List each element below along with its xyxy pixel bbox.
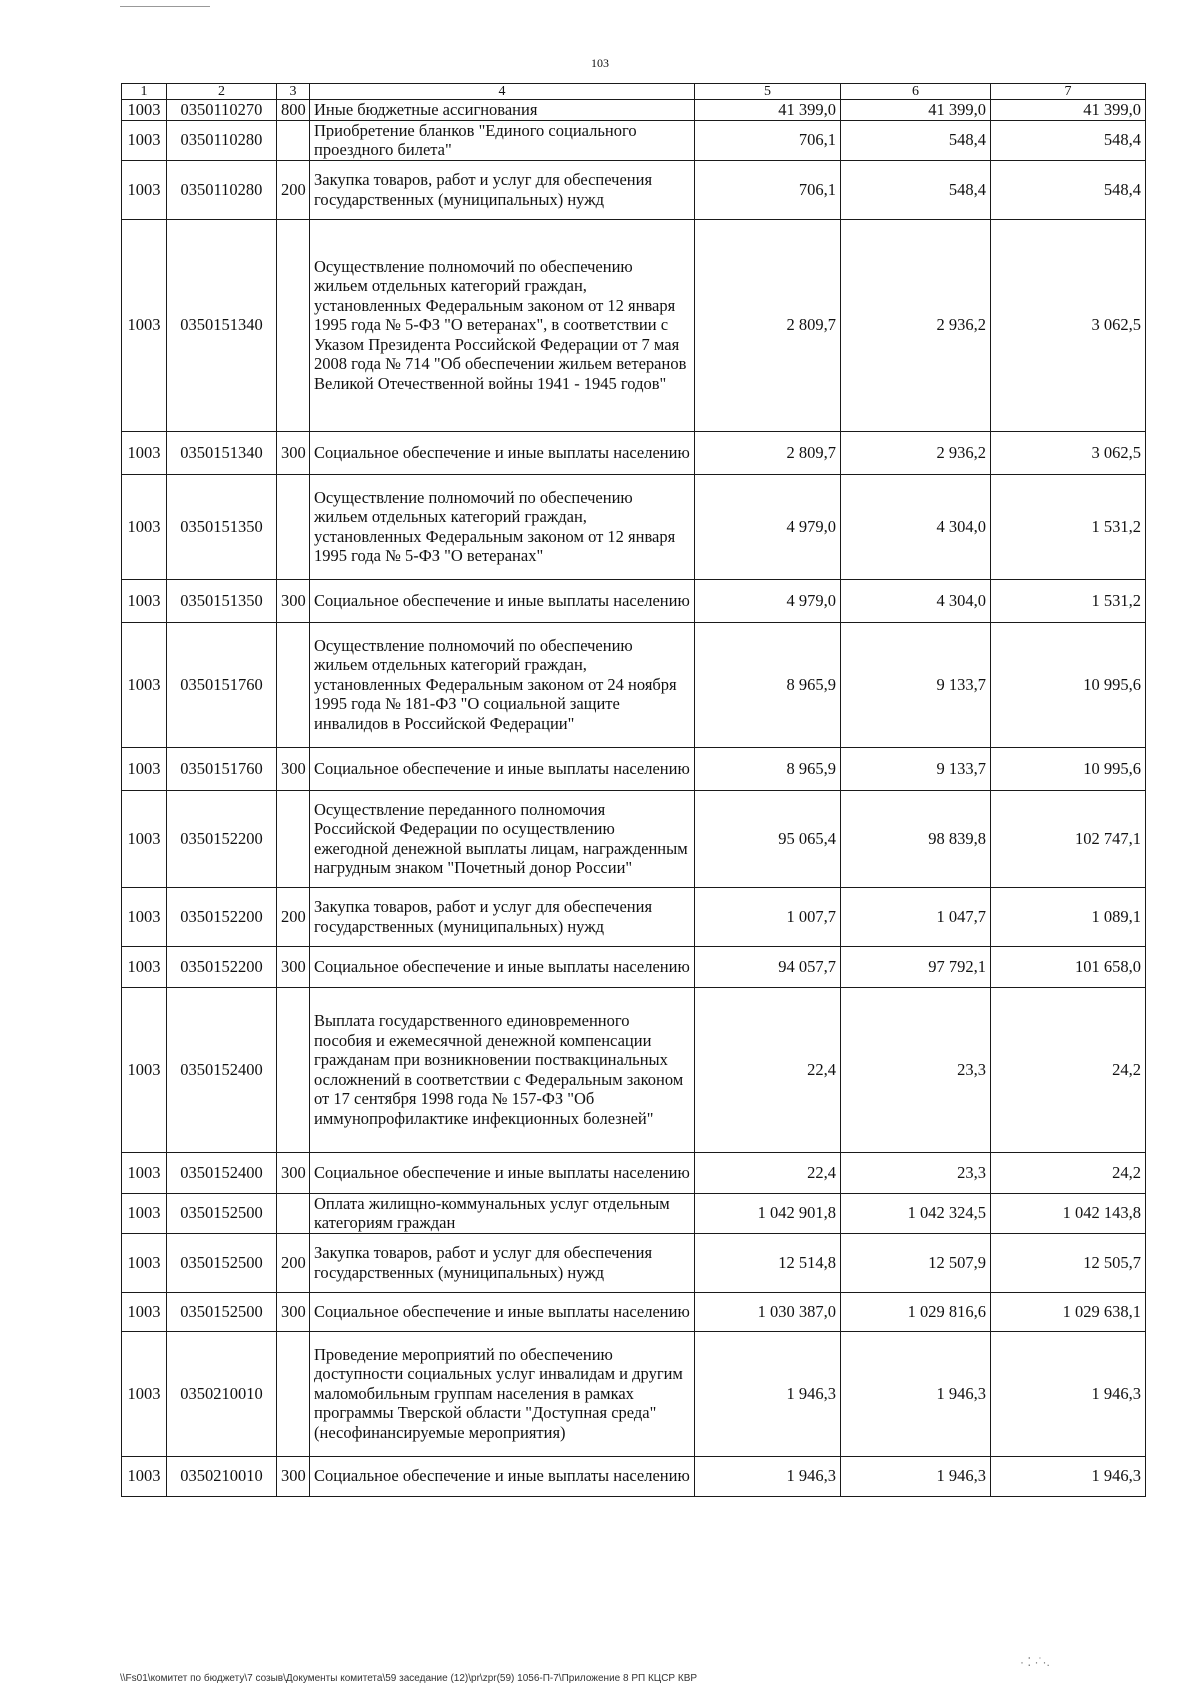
section-code-cell: 1003: [122, 1152, 167, 1193]
description-cell: [310, 1331, 695, 1456]
header-col-6: 6: [841, 84, 991, 100]
amount-year-1-cell: 1 946,3: [695, 1331, 841, 1456]
page-number: 103: [591, 56, 609, 70]
section-code-cell: 1003: [122, 160, 167, 219]
description-cell: [310, 431, 695, 474]
table-row: [122, 790, 1146, 887]
description-cell: [310, 219, 695, 431]
expense-type-cell: 200: [277, 887, 310, 946]
scan-specks: · ⁚ ·˙·.: [1020, 1655, 1050, 1669]
section-code-cell: 1003: [122, 1331, 167, 1456]
table-row: [122, 887, 1146, 946]
amount-year-1-cell: 2 809,7: [695, 431, 841, 474]
description-cell: [310, 946, 695, 987]
expense-type-cell: [277, 1193, 310, 1233]
amount-year-1-cell: 1 946,3: [695, 1456, 841, 1496]
description-text: Закупка товаров, работ и услуг для обеспечения государственных (муниципальных) нужд: [314, 1243, 653, 1282]
amount-year-2-cell: 4 304,0: [841, 579, 991, 622]
amount-year-2-cell: 23,3: [841, 987, 991, 1152]
description-cell: [310, 1193, 695, 1233]
table-row: [122, 120, 1146, 160]
description-text: Проведение мероприятий по обеспечению доступности социальных услуг инвалидам и другим маломобильным группам населения в рамках программы Тверской области "Доступная среда" (несофинансируемые мероприятия): [314, 1344, 683, 1442]
footer-file-path: \\Fs01\комитет по бюджету\7 созыв\Документы комитета\59 заседание (12)\pr\zpr(59) 1056-П-7\Приложение 8 РП КЦСР КВР: [120, 1673, 698, 1684]
target-article-cell: 0350151350: [167, 579, 277, 622]
amount-year-1-cell: 12 514,8: [695, 1233, 841, 1292]
expense-type-cell: [277, 474, 310, 579]
table-row: [122, 1456, 1146, 1496]
header-col-4: 4: [310, 84, 695, 100]
description-text: Иные бюджетные ассигнования: [314, 100, 538, 119]
budget-table: [121, 83, 1146, 1497]
description-text: Выплата государственного единовременного пособия и ежемесячной денежной компенсации гражданам при возникновении поствакцинальных осложнений в соответствии с Федеральным законом от 17 сентября 1998 года № 157-ФЗ "Об иммунопрофилактике инфекционных болезней": [314, 1011, 684, 1128]
expense-type-cell: 300: [277, 431, 310, 474]
expense-type-cell: [277, 622, 310, 747]
expense-type-cell: [277, 120, 310, 160]
description-cell: [310, 1233, 695, 1292]
description-text: Закупка товаров, работ и услуг для обеспечения государственных (муниципальных) нужд: [314, 897, 653, 936]
amount-year-1-cell: 4 979,0: [695, 474, 841, 579]
amount-year-3-cell: 3 062,5: [991, 431, 1146, 474]
table-row: [122, 431, 1146, 474]
target-article-cell: 0350152200: [167, 790, 277, 887]
section-code-cell: 1003: [122, 1292, 167, 1331]
expense-type-cell: 300: [277, 1292, 310, 1331]
table-header-row: [122, 84, 1146, 100]
description-text: Оплата жилищно-коммунальных услуг отдельным категориям граждан: [314, 1193, 670, 1232]
table-row: [122, 1233, 1146, 1292]
description-text: Социальное обеспечение и иные выплаты населению: [314, 442, 690, 462]
target-article-cell: 0350151340: [167, 219, 277, 431]
section-code-cell: 1003: [122, 987, 167, 1152]
description-text: Осуществление полномочий по обеспечению жильем отдельных категорий граждан, установленных Федеральным законом от 12 января 1995 года № 5-ФЗ "О ветеранах": [314, 487, 676, 565]
expense-type-cell: 200: [277, 160, 310, 219]
section-code-cell: 1003: [122, 219, 167, 431]
description-text: Социальное обеспечение и иные выплаты населению: [314, 758, 690, 778]
amount-year-3-cell: 1 946,3: [991, 1331, 1146, 1456]
description-cell: [310, 160, 695, 219]
header-col-7: 7: [991, 84, 1146, 100]
description-cell: [310, 622, 695, 747]
target-article-cell: 0350110280: [167, 120, 277, 160]
section-code-cell: 1003: [122, 1193, 167, 1233]
table-row: [122, 474, 1146, 579]
amount-year-3-cell: 1 042 143,8: [991, 1193, 1146, 1233]
expense-type-cell: 300: [277, 1456, 310, 1496]
amount-year-1-cell: 94 057,7: [695, 946, 841, 987]
amount-year-1-cell: 706,1: [695, 120, 841, 160]
target-article-cell: 0350210010: [167, 1456, 277, 1496]
section-code-cell: 1003: [122, 431, 167, 474]
amount-year-1-cell: 95 065,4: [695, 790, 841, 887]
table-row: [122, 622, 1146, 747]
expense-type-cell: 300: [277, 579, 310, 622]
target-article-cell: 0350110280: [167, 160, 277, 219]
amount-year-3-cell: 548,4: [991, 120, 1146, 160]
table-row: [122, 1292, 1146, 1331]
amount-year-3-cell: 41 399,0: [991, 100, 1146, 121]
target-article-cell: 0350152500: [167, 1193, 277, 1233]
amount-year-3-cell: 24,2: [991, 1152, 1146, 1193]
description-text: Закупка товаров, работ и услуг для обеспечения государственных (муниципальных) нужд: [314, 170, 653, 209]
table-row: [122, 160, 1146, 219]
description-text: Социальное обеспечение и иные выплаты населению: [314, 1466, 690, 1486]
amount-year-2-cell: 1 029 816,6: [841, 1292, 991, 1331]
section-code-cell: 1003: [122, 790, 167, 887]
amount-year-2-cell: 12 507,9: [841, 1233, 991, 1292]
table-row: [122, 1331, 1146, 1456]
header-col-3: 3: [277, 84, 310, 100]
description-cell: [310, 987, 695, 1152]
expense-type-cell: [277, 790, 310, 887]
amount-year-3-cell: 1 531,2: [991, 579, 1146, 622]
amount-year-1-cell: 22,4: [695, 987, 841, 1152]
section-code-cell: 1003: [122, 747, 167, 790]
expense-type-cell: 300: [277, 946, 310, 987]
target-article-cell: 0350151760: [167, 622, 277, 747]
table-row: [122, 1152, 1146, 1193]
table-row: [122, 747, 1146, 790]
target-article-cell: 0350151340: [167, 431, 277, 474]
target-article-cell: 0350152400: [167, 1152, 277, 1193]
amount-year-3-cell: 1 089,1: [991, 887, 1146, 946]
expense-type-cell: [277, 1331, 310, 1456]
expense-type-cell: 200: [277, 1233, 310, 1292]
target-article-cell: 0350151350: [167, 474, 277, 579]
description-text: Социальное обеспечение и иные выплаты населению: [314, 1162, 690, 1182]
amount-year-2-cell: 1 047,7: [841, 887, 991, 946]
amount-year-1-cell: 8 965,9: [695, 622, 841, 747]
description-cell: [310, 120, 695, 160]
amount-year-3-cell: 1 946,3: [991, 1456, 1146, 1496]
amount-year-1-cell: 706,1: [695, 160, 841, 219]
description-cell: [310, 474, 695, 579]
amount-year-2-cell: 2 936,2: [841, 219, 991, 431]
amount-year-1-cell: 1 007,7: [695, 887, 841, 946]
target-article-cell: 0350152400: [167, 987, 277, 1152]
header-col-1: 1: [122, 84, 167, 100]
table-row: [122, 1193, 1146, 1233]
description-text: Осуществление переданного полномочия Российской Федерации по осуществлению ежегодной денежной выплаты лицам, награжденным нагрудным знаком "Почетный донор России": [314, 799, 688, 877]
amount-year-1-cell: 41 399,0: [695, 100, 841, 121]
expense-type-cell: 300: [277, 747, 310, 790]
description-text: Социальное обеспечение и иные выплаты населению: [314, 590, 690, 610]
description-cell: [310, 747, 695, 790]
amount-year-2-cell: 9 133,7: [841, 622, 991, 747]
expense-type-cell: [277, 219, 310, 431]
description-text: Приобретение бланков "Единого социального проездного билета": [314, 120, 637, 159]
amount-year-2-cell: 98 839,8: [841, 790, 991, 887]
amount-year-2-cell: 548,4: [841, 160, 991, 219]
amount-year-3-cell: 10 995,6: [991, 747, 1146, 790]
description-cell: [310, 579, 695, 622]
expense-type-cell: 800: [277, 100, 310, 121]
description-cell: [310, 100, 695, 121]
amount-year-1-cell: 22,4: [695, 1152, 841, 1193]
description-text: Осуществление полномочий по обеспечению жильем отдельных категорий граждан, установленных Федеральным законом от 12 января 1995 года № 5-ФЗ "О ветеранах", в соответствии с Указом Президента Российской Федерации от 7 мая 2008 года № 714 "Об обеспечении жильем ветеранов Великой Отечественной войны 1941 - 1945 годов": [314, 256, 687, 393]
section-code-cell: 1003: [122, 887, 167, 946]
description-cell: [310, 1292, 695, 1331]
table-row: [122, 946, 1146, 987]
section-code-cell: 1003: [122, 120, 167, 160]
section-code-cell: 1003: [122, 474, 167, 579]
header-col-2: 2: [167, 84, 277, 100]
table-row: [122, 100, 1146, 121]
amount-year-3-cell: 1 029 638,1: [991, 1292, 1146, 1331]
target-article-cell: 0350152200: [167, 946, 277, 987]
amount-year-3-cell: 12 505,7: [991, 1233, 1146, 1292]
target-article-cell: 0350210010: [167, 1331, 277, 1456]
amount-year-3-cell: 24,2: [991, 987, 1146, 1152]
amount-year-2-cell: 4 304,0: [841, 474, 991, 579]
target-article-cell: 0350151760: [167, 747, 277, 790]
section-code-cell: 1003: [122, 946, 167, 987]
header-col-5: 5: [695, 84, 841, 100]
description-cell: [310, 790, 695, 887]
amount-year-1-cell: 8 965,9: [695, 747, 841, 790]
amount-year-2-cell: 2 936,2: [841, 431, 991, 474]
target-article-cell: 0350110270: [167, 100, 277, 121]
amount-year-2-cell: 97 792,1: [841, 946, 991, 987]
amount-year-2-cell: 23,3: [841, 1152, 991, 1193]
section-code-cell: 1003: [122, 1456, 167, 1496]
description-cell: [310, 1456, 695, 1496]
amount-year-1-cell: 4 979,0: [695, 579, 841, 622]
table-row: [122, 219, 1146, 431]
budget-table-body: [122, 84, 1146, 1497]
amount-year-2-cell: 1 946,3: [841, 1456, 991, 1496]
amount-year-3-cell: 10 995,6: [991, 622, 1146, 747]
expense-type-cell: [277, 987, 310, 1152]
amount-year-3-cell: 3 062,5: [991, 219, 1146, 431]
expense-type-cell: 300: [277, 1152, 310, 1193]
amount-year-3-cell: 548,4: [991, 160, 1146, 219]
table-row: [122, 579, 1146, 622]
amount-year-2-cell: 9 133,7: [841, 747, 991, 790]
amount-year-2-cell: 1 042 324,5: [841, 1193, 991, 1233]
section-code-cell: 1003: [122, 1233, 167, 1292]
table-row: [122, 987, 1146, 1152]
description-text: Социальное обеспечение и иные выплаты населению: [314, 956, 690, 976]
amount-year-3-cell: 102 747,1: [991, 790, 1146, 887]
target-article-cell: 0350152500: [167, 1292, 277, 1331]
amount-year-1-cell: 1 042 901,8: [695, 1193, 841, 1233]
section-code-cell: 1003: [122, 622, 167, 747]
amount-year-2-cell: 1 946,3: [841, 1331, 991, 1456]
section-code-cell: 1003: [122, 100, 167, 121]
description-text: Социальное обеспечение и иные выплаты населению: [314, 1301, 690, 1321]
target-article-cell: 0350152200: [167, 887, 277, 946]
amount-year-1-cell: 1 030 387,0: [695, 1292, 841, 1331]
target-article-cell: 0350152500: [167, 1233, 277, 1292]
description-cell: [310, 1152, 695, 1193]
amount-year-3-cell: 1 531,2: [991, 474, 1146, 579]
amount-year-3-cell: 101 658,0: [991, 946, 1146, 987]
amount-year-2-cell: 41 399,0: [841, 100, 991, 121]
amount-year-2-cell: 548,4: [841, 120, 991, 160]
description-text: Осуществление полномочий по обеспечению жильем отдельных категорий граждан, установленных Федеральным законом от 24 ноября 1995 года № 181-ФЗ "О социальной защите инвалидов в Российской Федерации": [314, 635, 677, 733]
amount-year-1-cell: 2 809,7: [695, 219, 841, 431]
section-code-cell: 1003: [122, 579, 167, 622]
description-cell: [310, 887, 695, 946]
top-scan-rule: [120, 6, 210, 7]
